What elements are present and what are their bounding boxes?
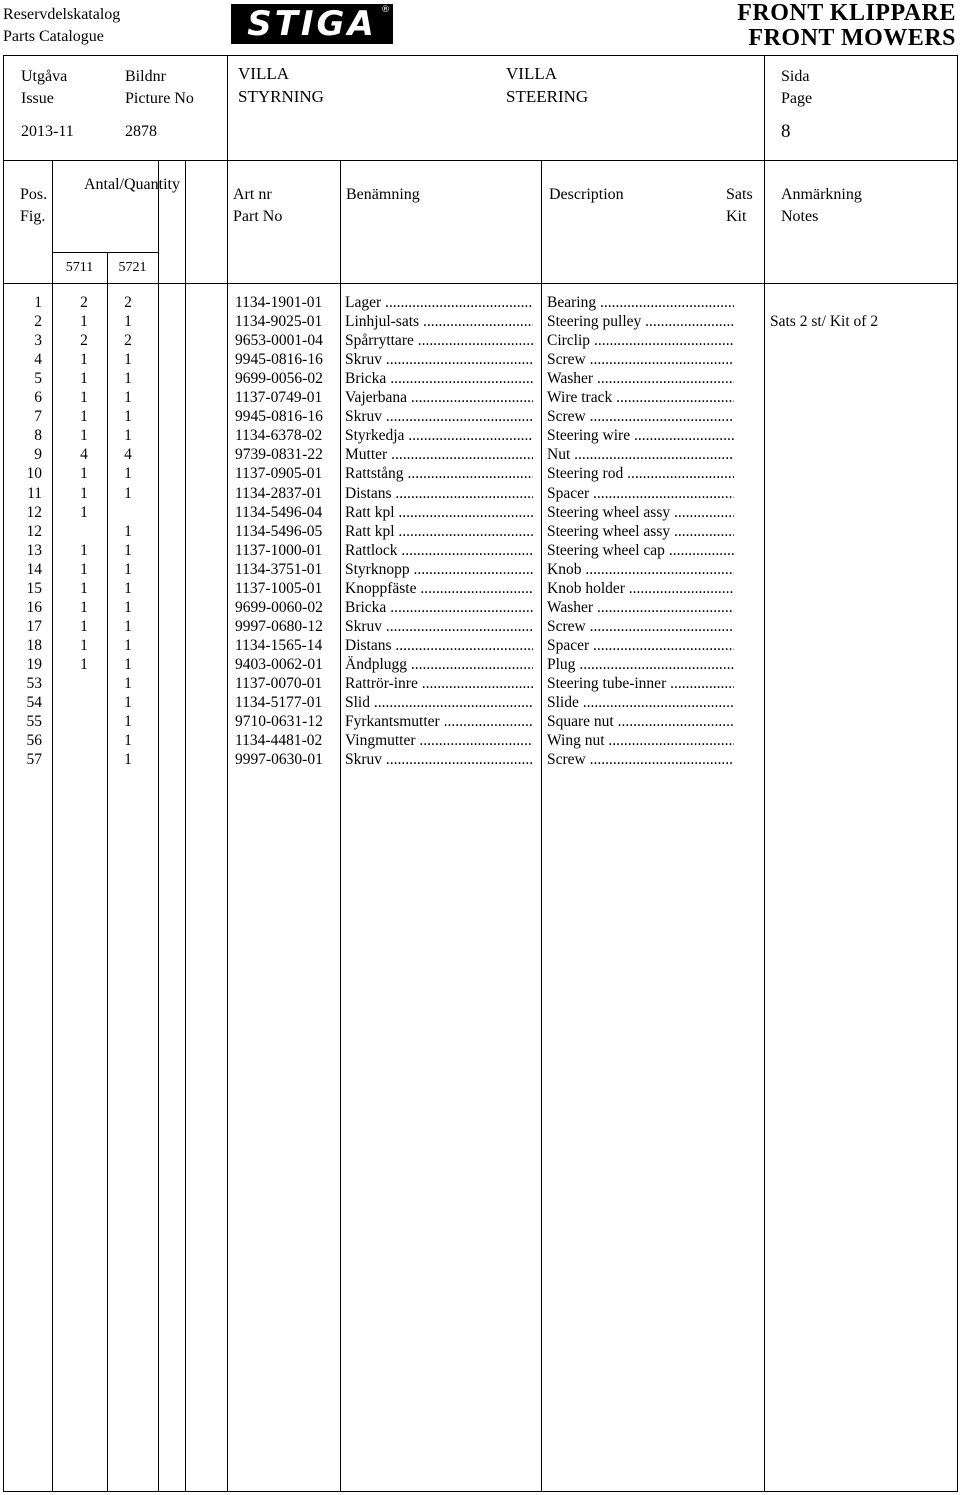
table-row [0,331,960,350]
description-en-cell: Screw ..... [547,350,734,369]
quantity-5711-cell: 1 [80,636,88,654]
part-number-cell: 9945-0816-16 [235,351,323,369]
quantity-5721-cell: 1 [124,484,132,502]
quantity-5721-cell: 2 [124,294,132,311]
rule-left [3,55,4,1492]
table-row [0,541,960,560]
name-sv-cell: Skruv ..... [345,350,533,369]
issue-value: 2013-11 [21,123,74,140]
description-header-en: Description [549,186,624,203]
description-en-cell: Screw ..... [547,750,734,769]
art-header-en: Part No [233,208,283,225]
table-row [0,350,960,369]
pos-cell: 4 [34,351,42,369]
table-row [0,693,960,712]
pos-cell: 8 [34,427,42,445]
notes-cell: Sats 2 st/ Kit of 2 [770,313,879,331]
quantity-5711-cell: 1 [80,560,88,578]
table-row [0,655,960,674]
quantity-5711-cell: 1 [80,465,88,483]
quantity-5721-cell: 1 [124,675,132,692]
picture-value: 2878 [125,123,157,140]
description-en-cell: Wire track ..... [547,388,734,407]
description-en-cell: Steering rod ..... [547,464,734,483]
picture-label-en: Picture No [125,90,194,107]
description-en-cell: Circlip ..... [547,331,734,350]
notes-header-en: Notes [781,208,819,225]
rule-art-left [227,55,228,1492]
name-header-sv: Benämning [346,186,420,203]
group-line2-sv: STYRNING [238,87,324,106]
quantity-header: Antal/Quantity [84,176,180,193]
quantity-5711-cell: 1 [80,503,88,521]
part-number-cell: 1134-2837-01 [235,484,323,502]
description-en-cell: Knob ..... [547,560,734,579]
quantity-5721-cell: 1 [124,598,132,616]
quantity-5711-cell: 1 [80,427,88,445]
quantity-5721-cell: 1 [124,617,132,635]
quantity-5711-cell: 2 [80,294,88,311]
name-sv-cell: Vajerbana ..... [345,388,533,407]
name-sv-cell: Ratt kpl ..... [345,522,533,541]
quantity-5721-cell: 1 [124,694,132,712]
part-number-cell: 1134-6378-02 [235,427,323,445]
part-number-cell: 9403-0062-01 [235,655,323,673]
issue-label-en: Issue [21,90,54,107]
table-row [0,426,960,445]
notes-header-sv: Anmärkning [781,186,862,203]
table-row [0,312,960,331]
quantity-5721-cell: 1 [124,636,132,654]
quantity-5711-cell: 1 [80,617,88,635]
registered-mark-icon: ® [381,5,390,15]
pos-cell: 13 [26,541,42,559]
model-5711-header: 5711 [65,260,94,275]
part-number-cell: 9739-0831-22 [235,446,323,464]
quantity-5721-cell: 1 [124,313,132,331]
pos-cell: 6 [34,389,42,407]
name-sv-cell: Ändplugg ..... [345,655,533,674]
rule-top [3,55,958,56]
quantity-5711-cell: 1 [80,389,88,407]
table-row [0,636,960,655]
description-en-cell: Nut ..... [547,445,734,464]
part-number-cell: 1134-4481-02 [235,732,323,750]
name-sv-cell: Spårryttare ..... [345,331,533,350]
quantity-5711-cell: 1 [80,408,88,426]
picture-label-sv: Bildnr [125,68,166,85]
table-row [0,712,960,731]
part-number-cell: 1137-0070-01 [235,675,323,692]
table-row [0,388,960,407]
quantity-5721-cell: 1 [124,732,132,750]
quantity-5721-cell: 1 [124,713,132,731]
part-number-cell: 1134-1565-14 [235,636,323,654]
name-sv-cell: Ratt kpl ..... [345,503,533,522]
name-sv-cell: Styrkedja ..... [345,426,533,445]
quantity-5721-cell: 2 [124,332,132,350]
quantity-5721-cell: 1 [124,389,132,407]
part-number-cell: 1134-5496-05 [235,522,323,540]
table-row [0,579,960,598]
quantity-5711-cell: 1 [80,579,88,597]
product-title-sv: FRONT KLIPPARE [737,0,956,26]
quantity-5721-cell: 4 [124,446,132,464]
pos-header-en: Fig. [20,208,46,225]
quantity-5721-cell: 1 [124,465,132,483]
pos-cell: 3 [34,332,42,350]
product-title-en: FRONT MOWERS [748,25,956,51]
quantity-5711-cell: 4 [80,446,88,464]
description-en-cell: Knob holder ..... [547,579,734,598]
name-sv-cell: Skruv ..... [345,750,533,769]
name-sv-cell: Fyrkantsmutter ..... [345,712,533,731]
name-sv-cell: Vingmutter ..... [345,731,533,750]
name-sv-cell: Slid ..... [345,693,533,712]
rule-columns-bottom [3,283,958,284]
art-header-sv: Art nr [233,186,272,203]
pos-cell: 10 [26,465,42,483]
quantity-5721-cell: 1 [124,408,132,426]
description-en-cell: Spacer ..... [547,636,734,655]
name-sv-cell: Styrknopp ..... [345,560,533,579]
pos-cell: 56 [26,732,42,750]
name-sv-cell: Bricka ..... [345,598,533,617]
stiga-logo [231,4,393,44]
quantity-5721-cell: 1 [124,560,132,578]
description-en-cell: Slide ..... [547,693,734,712]
part-number-cell: 1134-1901-01 [235,294,323,311]
quantity-5711-cell: 1 [80,655,88,673]
name-sv-cell: Distans ..... [345,636,533,655]
quantity-5721-cell: 1 [124,655,132,673]
pos-cell: 16 [26,598,42,616]
brand-text: STIGA [247,4,377,44]
rule-right [957,55,958,1492]
table-row [0,731,960,750]
table-row [0,560,960,579]
issue-label-sv: Utgåva [21,68,68,85]
quantity-5711-cell: 1 [80,541,88,559]
description-en-cell: Steering wheel assy ..... [547,522,734,541]
part-number-cell: 9997-0680-12 [235,617,323,635]
pos-header-sv: Pos. [20,186,48,203]
part-number-cell: 1137-0749-01 [235,389,323,407]
table-row [0,522,960,541]
part-number-cell: 1134-5496-04 [235,503,323,521]
description-en-cell: Steering wire ..... [547,426,734,445]
pos-cell: 15 [26,579,42,597]
quantity-5721-cell: 1 [124,427,132,445]
page-label-sv: Sida [781,68,810,85]
quantity-5711-cell: 1 [80,484,88,502]
pos-cell: 12 [26,503,42,521]
description-en-cell: Screw ..... [547,617,734,636]
description-en-cell: Square nut ..... [547,712,734,731]
model-5721-header: 5721 [118,260,147,275]
quantity-5711-cell: 1 [80,351,88,369]
kit-header-en: Kit [726,208,747,225]
group-line1-en: VILLA [506,64,557,83]
quantity-5721-cell: 1 [124,370,132,388]
table-row [0,369,960,388]
part-number-cell: 9653-0001-04 [235,332,323,350]
name-sv-cell: Knoppfäste ..... [345,579,533,598]
table-row [0,464,960,483]
description-en-cell: Steering tube-inner ..... [547,674,734,693]
pos-cell: 5 [34,370,42,388]
part-number-cell: 1137-1005-01 [235,579,323,597]
pos-cell: 14 [26,560,42,578]
part-number-cell: 1134-9025-01 [235,313,323,331]
catalog-title-sv: Reservdelskatalog [3,6,121,23]
table-row [0,503,960,522]
quantity-5711-cell: 1 [80,370,88,388]
name-sv-cell: Skruv ..... [345,617,533,636]
group-line1-sv: VILLA [238,64,289,83]
table-row [0,484,960,503]
kit-header-sv: Sats [726,186,753,203]
pos-cell: 1 [34,294,42,311]
table-row [0,407,960,426]
pos-cell: 57 [26,751,42,769]
part-number-cell: 9699-0056-02 [235,370,323,388]
rule-bottom [3,1491,958,1492]
table-row [0,598,960,617]
description-en-cell: Steering pulley ..... [547,312,734,331]
description-en-cell: Washer ..... [547,369,734,388]
page-label-en: Page [781,90,813,107]
table-row [0,293,960,312]
catalog-title-en: Parts Catalogue [3,28,104,45]
quantity-5711-cell: 1 [80,598,88,616]
part-number-cell: 1134-5177-01 [235,694,323,712]
page-number: 8 [781,121,791,142]
description-en-cell: Spacer ..... [547,484,734,503]
pos-cell: 54 [26,694,42,712]
name-sv-cell: Rattlock ..... [345,541,533,560]
description-en-cell: Wing nut ..... [547,731,734,750]
table-row [0,617,960,636]
quantity-5711-cell: 1 [80,313,88,331]
quantity-5721-cell: 1 [124,541,132,559]
part-number-cell: 9945-0816-16 [235,408,323,426]
pos-cell: 18 [26,636,42,654]
name-sv-cell: Mutter ..... [345,445,533,464]
table-row [0,445,960,464]
rule-models [52,252,159,253]
pos-cell: 7 [34,408,42,426]
part-number-cell: 9710-0631-12 [235,713,323,731]
table-row [0,674,960,693]
pos-cell: 53 [26,675,42,692]
name-sv-cell: Rattstång ..... [345,464,533,483]
name-sv-cell: Linhjul-sats ..... [345,312,533,331]
description-en-cell: Washer ..... [547,598,734,617]
quantity-5721-cell: 1 [124,751,132,769]
part-number-cell: 9997-0630-01 [235,751,323,769]
rule-notes-left [764,55,765,1492]
quantity-5711-cell: 2 [80,332,88,350]
name-sv-cell: Distans ..... [345,484,533,503]
table-row [0,750,960,769]
quantity-5721-cell: 1 [124,579,132,597]
pos-cell: 12 [26,522,42,540]
name-sv-cell: Skruv ..... [345,407,533,426]
pos-cell: 9 [34,446,42,464]
pos-cell: 2 [34,313,42,331]
pos-cell: 19 [26,655,42,673]
description-en-cell: Steering wheel assy ..... [547,503,734,522]
rule-info-bottom [3,160,958,161]
description-en-cell: Screw ..... [547,407,734,426]
pos-cell: 11 [27,484,42,502]
part-number-cell: 1137-1000-01 [235,541,323,559]
name-sv-cell: Bricka ..... [345,369,533,388]
part-number-cell: 1137-0905-01 [235,465,323,483]
pos-cell: 17 [26,617,42,635]
name-sv-cell: Lager ..... [345,293,533,312]
description-en-cell: Steering wheel cap ..... [547,541,734,560]
pos-cell: 55 [26,713,42,731]
description-en-cell: Bearing ..... [547,293,734,312]
quantity-5721-cell: 1 [124,351,132,369]
part-number-cell: 9699-0060-02 [235,598,323,616]
quantity-5721-cell: 1 [124,522,132,540]
name-sv-cell: Rattrör-inre ..... [345,674,533,693]
group-line2-en: STEERING [506,87,589,106]
part-number-cell: 1134-3751-01 [235,560,323,578]
description-en-cell: Plug ..... [547,655,734,674]
